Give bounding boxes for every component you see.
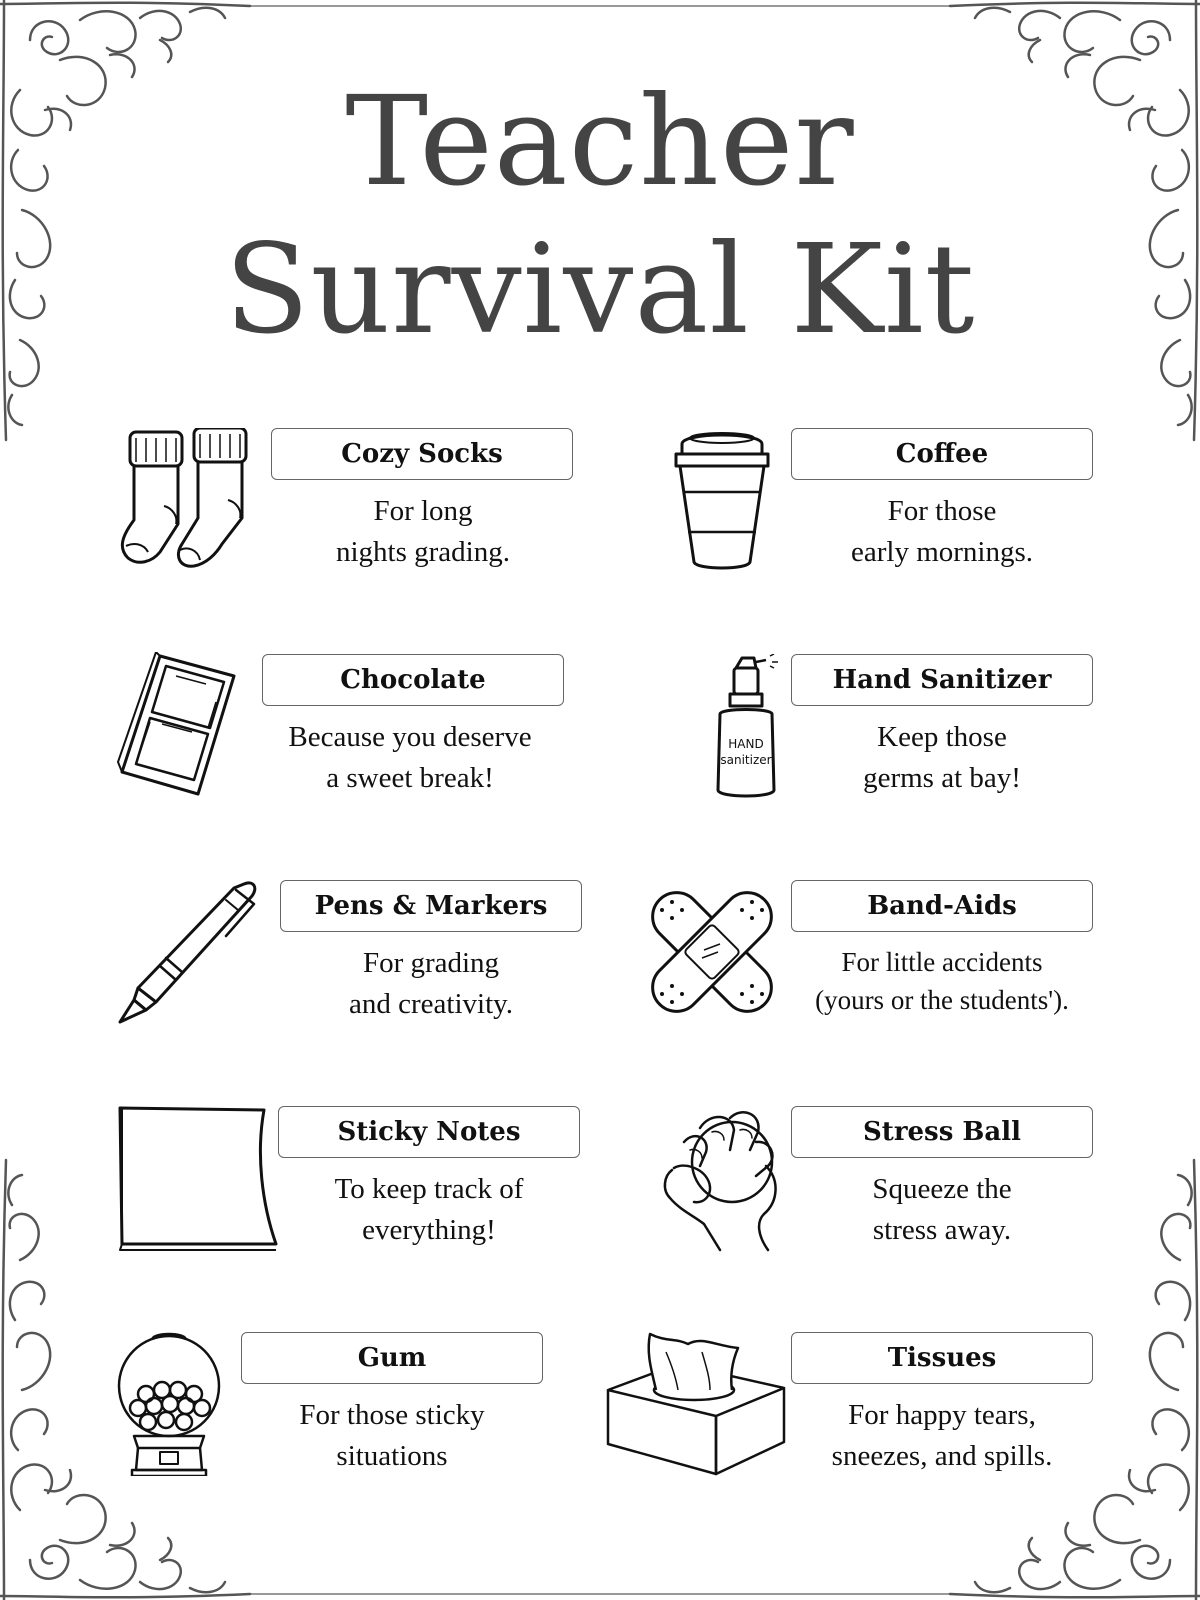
pen-icon <box>116 880 260 1024</box>
item-desc-sticky-notes: To keep track of everything! <box>334 1173 524 1246</box>
sticky-note-icon <box>116 1104 280 1252</box>
chocolate-bar-icon <box>116 652 244 798</box>
item-desc-hand-sanitizer: Keep those germs at bay! <box>863 721 1021 794</box>
gumball-machine-icon <box>116 1330 222 1476</box>
stress-ball-hand-icon <box>660 1106 790 1252</box>
svg-text:HAND: HAND <box>728 737 764 751</box>
item-label-gum: Gum <box>241 1332 543 1384</box>
item-desc-cozy-socks: For long nights grading. <box>336 495 510 568</box>
item-label-stress-ball: Stress Ball <box>791 1106 1093 1158</box>
item-desc-coffee: For those early mornings. <box>850 495 1033 568</box>
hand-sanitizer-icon <box>712 654 792 800</box>
band-aids-icon <box>640 880 784 1024</box>
item-label-chocolate: Chocolate <box>262 654 564 706</box>
page-title-line-2: Survival Kit <box>224 218 976 362</box>
item-label-coffee: Coffee <box>791 428 1093 480</box>
item-desc-stress-ball: Squeeze the stress away. <box>872 1173 1012 1246</box>
item-label-pens-markers: Pens & Markers <box>280 880 582 932</box>
item-desc-chocolate: Because you deserve a sweet break! <box>288 721 532 794</box>
item-desc-pens-markers: For grading and creativity. <box>349 947 513 1020</box>
item-desc-band-aids: For little accidents (yours or the students'). <box>815 947 1069 1015</box>
item-label-hand-sanitizer: Hand Sanitizer <box>791 654 1093 706</box>
coffee-cup-icon <box>672 426 772 572</box>
item-label-sticky-notes: Sticky Notes <box>278 1106 580 1158</box>
item-desc-gum: For those sticky situations <box>299 1399 485 1472</box>
socks-icon <box>118 428 258 568</box>
item-label-cozy-socks: Cozy Socks <box>271 428 573 480</box>
svg-text:sanitizer: sanitizer <box>720 753 772 767</box>
tissue-box-icon <box>606 1332 786 1476</box>
page-title-line-1: Teacher <box>345 70 855 214</box>
item-label-tissues: Tissues <box>791 1332 1093 1384</box>
item-desc-tissues: For happy tears, sneezes, and spills. <box>831 1399 1053 1472</box>
item-label-band-aids: Band-Aids <box>791 880 1093 932</box>
